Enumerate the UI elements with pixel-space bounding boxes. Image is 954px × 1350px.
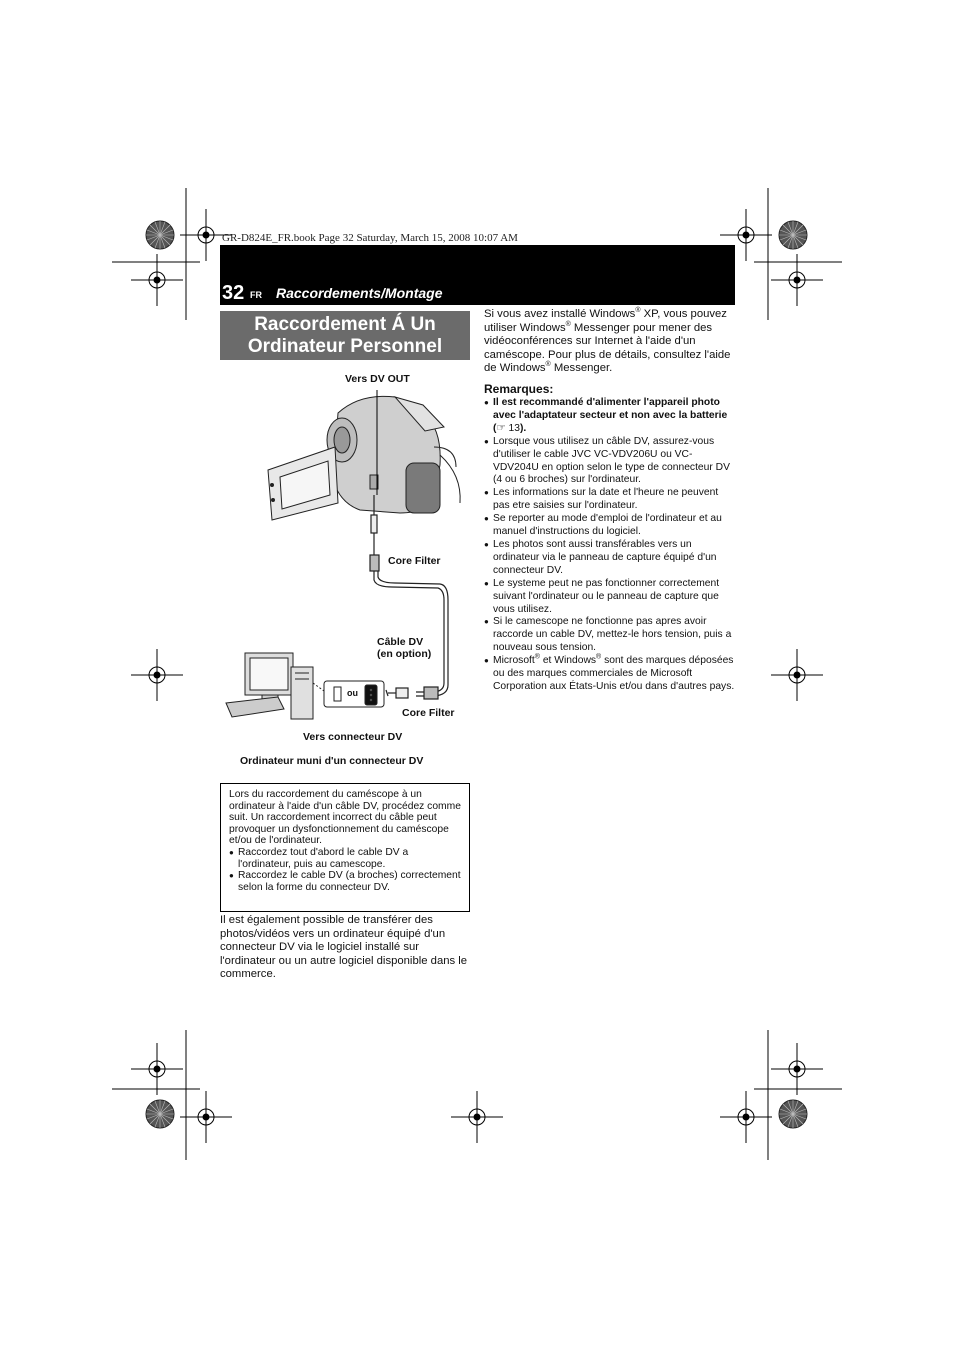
intro-text-1: Si vous avez installé Windows (484, 308, 636, 320)
registered-mark: ® (635, 307, 641, 315)
page-title (220, 311, 470, 360)
remarks-list (484, 397, 736, 694)
title-line-1: Raccordement Á Un (254, 314, 436, 335)
remark-item: ● Se reporter au mode d'emploi de l'ordinateur et au manuel d'instructions du logiciel. (484, 513, 736, 539)
remark-item: ● Le systeme peut ne pas fonctionner correctement suivant l'ordinateur ou le panneau de capture que vous utilisez. (484, 578, 736, 617)
registered-mark: ® (565, 320, 571, 328)
section-title: Raccordements/Montage (276, 285, 443, 301)
registered-mark: ® (545, 361, 551, 369)
notice-item: ● Raccordez tout d'abord le cable DV a l'ordinateur, puis au camescope. (229, 847, 461, 870)
remark-first-end: ). (519, 422, 527, 434)
remark-item: ● Les photos sont aussi transférables vers un ordinateur via le panneau de capture équipé d'un connecteur DV. (484, 539, 736, 578)
remarks-heading: Remarques: (484, 382, 554, 396)
remark-item: ● Lorsque vous utilisez un câble DV, assurez-vous d'utiliser le cable JVC VC-VDV206U ou VC-VDV204U en option selon le type de connecteur DV (4 ou 6 broches) sur l'ordinateur. (484, 436, 736, 488)
intro-text-3: Messenger pour mener des vidéoconférences sur Internet à l'aide d'un caméscope. Pour plus de détails, consultez l'aide de Windows (484, 321, 731, 374)
title-line-2: Ordinateur Personnel (247, 336, 443, 357)
remark-last-c: sont des marques déposées ou des marques commerciales de Microsoft Corporation aux États-Unis et/ou dans d'autres pays. (493, 655, 735, 692)
print-header: GR-D824E_FR.book Page 32 Saturday, March 15, 2008 10:07 AM (222, 232, 518, 244)
intro-text-2: XP, vous pouvez utiliser Windows (484, 308, 727, 334)
remark-last-a: Microsoft (493, 655, 535, 667)
label-vers-dv-out: Vers DV OUT (345, 373, 410, 385)
windows-intro (484, 308, 734, 376)
registered-mark: ® (596, 653, 602, 661)
label-ou: ou (347, 688, 358, 698)
label-cable-dv-line1: Câble DV (377, 636, 424, 648)
remark-item (484, 655, 736, 694)
transfer-paragraph: Il est également possible de transférer des photos/vidéos vers un ordinateur équipé d'un connecteur DV via le logiciel installé sur l'ordinateur ou un autre logiciel disponible dans le commerce. (220, 914, 468, 981)
label-core-filter-1: Core Filter (388, 555, 441, 567)
notice-list (229, 847, 461, 893)
page-reference: ☞ 13 (496, 422, 520, 434)
remark-item: ● Si le camescope ne fonctionne pas apres avoir raccorde un cable DV, mettez-le hors tension, puis a nouveau sous tension. (484, 616, 736, 655)
label-cable-dv (377, 636, 431, 660)
language-label: FR (250, 290, 262, 300)
remark-last-b: et Windows (539, 655, 597, 667)
page-number: 32 (222, 282, 245, 304)
label-ordinateur: Ordinateur muni d'un connecteur DV (240, 755, 424, 767)
label-vers-connecteur: Vers connecteur DV (303, 731, 403, 743)
notice-item: ● Raccordez le cable DV (a broches) correctement selon la forme du connecteur DV. (229, 870, 461, 893)
computer-illustration (226, 653, 324, 719)
notice-box (220, 783, 470, 912)
label-core-filter-2: Core Filter (402, 707, 455, 719)
intro-text-4: Messenger. (550, 362, 613, 374)
registered-mark: ® (534, 653, 540, 661)
camcorder-illustration (268, 396, 460, 520)
label-cable-dv-line2: (en option) (377, 648, 432, 660)
remark-first-text: Il est recommandé d'alimenter l'appareil photo avec l'adaptateur secteur et non avec la batterie ( (493, 397, 728, 434)
remark-item: ● Les informations sur la date et l'heure ne peuvent pas etre saisies sur l'ordinateur. (484, 487, 736, 513)
remark-item (484, 397, 736, 436)
notice-intro: Lors du raccordement du caméscope à un ordinateur à l'aide d'un câble DV, procédez comme suit. Un raccordement incorrect du câble peut provoquer un dysfonctionnement du caméscope et/ou de l'ordinateur. (229, 789, 461, 847)
